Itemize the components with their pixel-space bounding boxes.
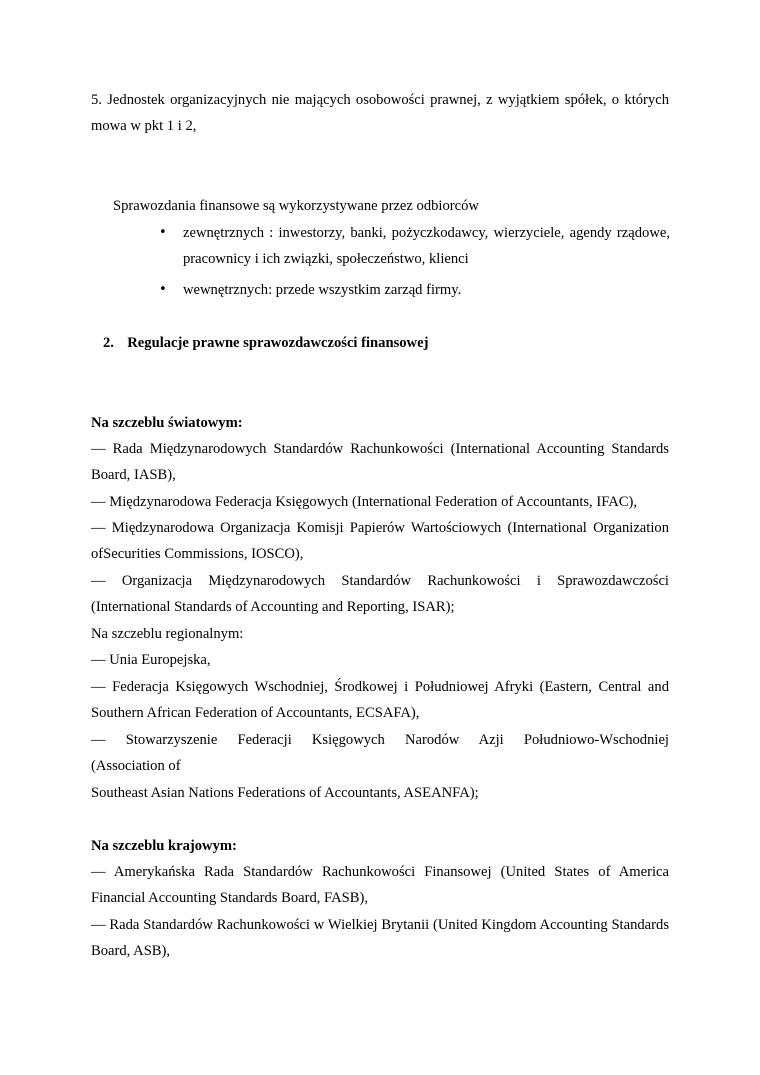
regional-heading: Na szczeblu regionalnym: xyxy=(91,626,244,642)
section-2-number: 2. xyxy=(103,335,114,351)
users-lead: Sprawozdania finansowe są wykorzystywane przez odbiorców xyxy=(113,198,479,214)
national-item-fasb: — Amerykańska Rada Standardów Rachunkowości Finansowej (United States of America Financial Accounting Standards Board, FASB), xyxy=(91,864,669,907)
global-item-iasb: — Rada Międzynarodowych Standardów Rachunkowości (International Accounting Standards Board, IASB), xyxy=(91,441,669,484)
regional-item-aseanfa-line1: — Stowarzyszenie Federacji Księgowych Narodów Azji Południowo-Wschodniej xyxy=(91,732,669,748)
regional-item-ecsafa: — Federacja Księgowych Wschodniej, Środkowej i Południowej Afryki (Eastern, Central and Southern African Federation of Accountants, ECSAFA), xyxy=(91,679,669,722)
regional-item-eu: — Unia Europejska, xyxy=(91,652,211,668)
paragraph-point-5: 5. Jednostek organizacyjnych nie mających osobowości prawnej, z wyjątkiem spółek, o których mowa w pkt 1 i 2, xyxy=(91,92,669,135)
global-item-isar: — Organizacja Międzynarodowych Standardów Rachunkowości i Sprawozdawczości (International Standards of Accounting and Reporting, ISAR); xyxy=(91,573,669,616)
global-item-ifac: — Międzynarodowa Federacja Księgowych (International Federation of Accountants, IFAC), xyxy=(91,494,638,510)
bullet-icon: • xyxy=(159,282,167,297)
bullet-internal-users: wewnętrznych: przede wszystkim zarząd firmy. xyxy=(183,282,462,298)
global-item-iosco: — Międzynarodowa Organizacja Komisji Papierów Wartościowych (International Organization ofSecurities Commissions, IOSCO), xyxy=(91,520,669,563)
regional-item-aseanfa-line3: Southeast Asian Nations Federations of Accountants, ASEANFA); xyxy=(91,785,479,801)
section-2-heading xyxy=(103,330,428,356)
bullet-external-users: zewnętrznych : inwestorzy, banki, pożyczkodawcy, wierzyciele, agendy rządowe, pracownicy i ich związki, społeczeństwo, klienci xyxy=(183,225,670,268)
bullet-icon: • xyxy=(159,225,167,240)
regional-item-aseanfa-line2: (Association of xyxy=(91,758,181,774)
global-heading: Na szczeblu światowym: xyxy=(91,415,243,431)
national-heading: Na szczeblu krajowym: xyxy=(91,838,237,854)
national-item-asb: — Rada Standardów Rachunkowości w Wielkiej Brytanii (United Kingdom Accounting Standards Board, ASB), xyxy=(91,917,669,960)
section-2-title: Regulacje prawne sprawozdawczości finansowej xyxy=(127,335,429,351)
